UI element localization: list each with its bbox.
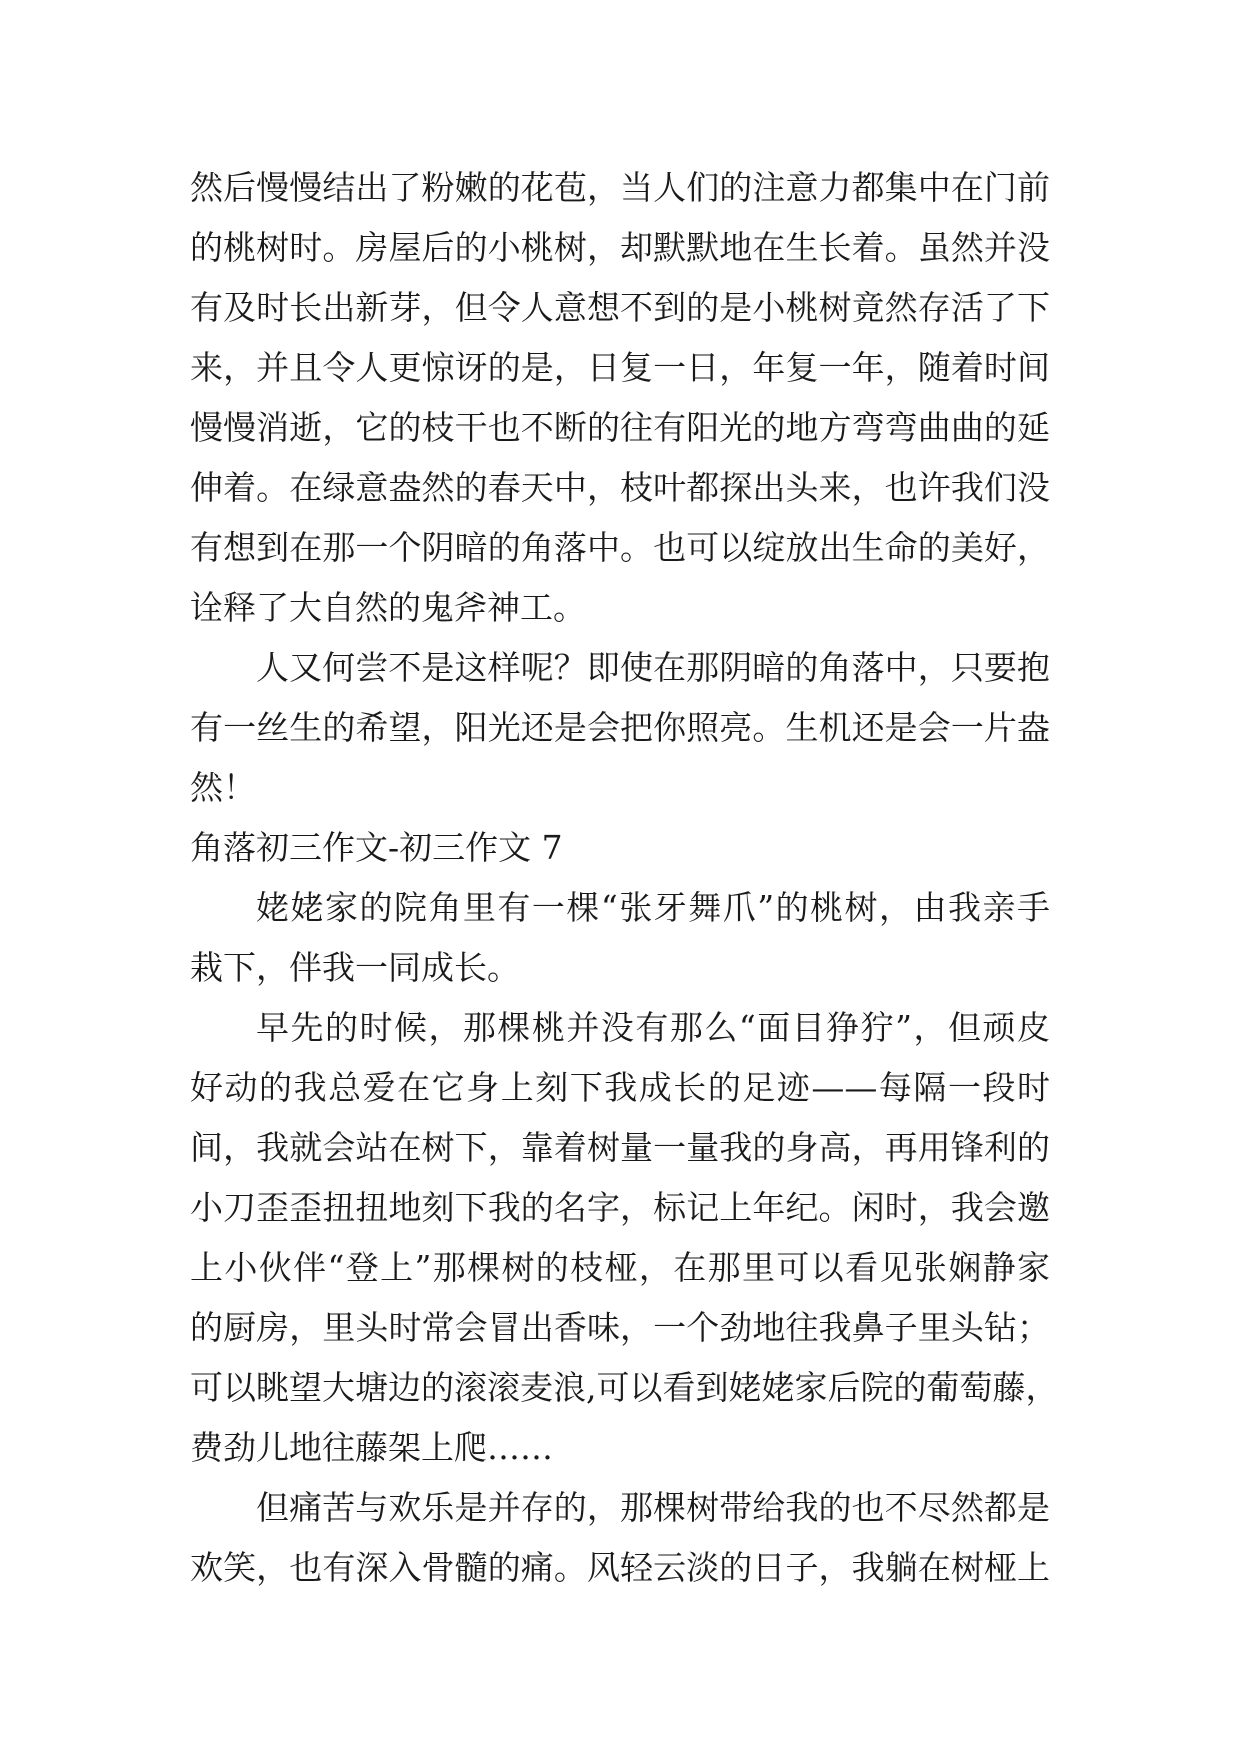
paragraph-start-line: 人又何尝不是这样呢？即使在那阴暗的角落中，只要抱 <box>256 648 1050 687</box>
text-line: 然！ <box>190 768 256 807</box>
text-line: 有想到在那一个阴暗的角落中。也可以绽放出生命的美好， <box>190 528 1050 567</box>
paragraph-start-line: 但痛苦与欢乐是并存的，那棵树带给我的也不尽然都是 <box>256 1488 1050 1527</box>
text-line: 欢笑，也有深入骨髓的痛。风轻云淡的日子，我躺在树桠上 <box>190 1548 1050 1587</box>
text-line: 上小伙伴“登上”那棵树的枝桠，在那里可以看见张娴静家 <box>190 1248 1050 1287</box>
text-line: 费劲儿地往藤架上爬…… <box>190 1428 553 1467</box>
text-line: 有及时长出新芽，但令人意想不到的是小桃树竟然存活了下 <box>190 288 1050 327</box>
text-line: 可以眺望大塘边的滚滚麦浪,可以看到姥姥家后院的葡萄藤， <box>190 1368 1059 1407</box>
text-line: 间，我就会站在树下，靠着树量一量我的身高，再用锋利的 <box>190 1128 1050 1167</box>
text-line: 的厨房，里头时常会冒出香味，一个劲地往我鼻子里头钻； <box>190 1308 1050 1347</box>
text-line: 好动的我总爱在它身上刻下我成长的足迹——每隔一段时 <box>190 1068 1050 1107</box>
text-line: 然后慢慢结出了粉嫩的花苞，当人们的注意力都集中在门前 <box>190 168 1050 207</box>
text-line: 来，并且令人更惊讶的是，日复一日，年复一年，随着时间 <box>190 348 1050 387</box>
text-line: 小刀歪歪扭扭地刻下我的名字，标记上年纪。闲时，我会邀 <box>190 1188 1050 1227</box>
text-line: 的桃树时。房屋后的小桃树，却默默地在生长着。虽然并没 <box>190 228 1050 267</box>
section-heading: 角落初三作文-初三作文 7 <box>190 828 563 867</box>
text-line: 栽下，伴我一同成长。 <box>190 948 520 987</box>
text-line: 有一丝生的希望，阳光还是会把你照亮。生机还是会一片盎 <box>190 708 1050 747</box>
text-line: 诠释了大自然的鬼斧神工。 <box>190 588 586 627</box>
text-line: 伸着。在绿意盎然的春天中，枝叶都探出头来，也许我们没 <box>190 468 1050 507</box>
paragraph-start-line: 姥姥家的院角里有一棵“张牙舞爪”的桃树，由我亲手 <box>256 888 1050 927</box>
document-body <box>190 158 1059 1598</box>
paragraph-start-line: 早先的时候，那棵桃并没有那么“面目狰狞”，但顽皮 <box>256 1008 1050 1047</box>
text-line: 慢慢消逝，它的枝干也不断的往有阳光的地方弯弯曲曲的延 <box>190 408 1050 447</box>
